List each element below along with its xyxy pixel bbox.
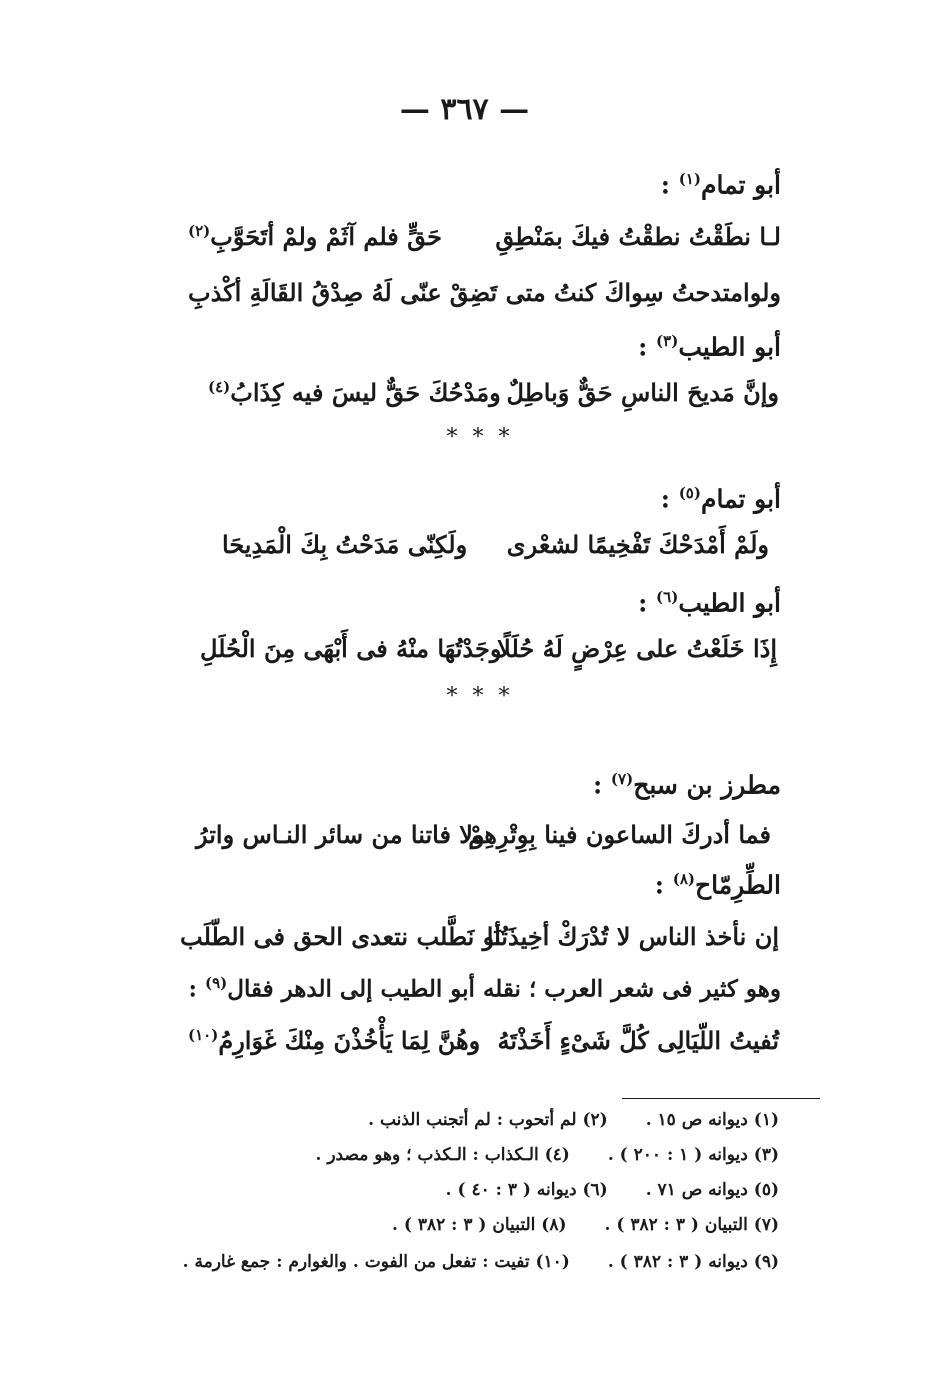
poet-name: أبو تمام [700,484,781,514]
verse-hemistich-right: وإنَّ مَديحَ الناسِ حَقٌّ وَباطِلٌ [506,378,779,407]
hemistich-text: حَقٍّ فلم آثَمْ ولمْ أتَحَوَّبِ [210,222,442,251]
verse-hemistich-left: وجَدْتُهَا منْهُ فى أَبْهَى مِنَ الْحُلَلِ [200,634,502,663]
poet-heading [661,484,781,513]
footnote-ref: (٩) [204,974,228,992]
footnote-a: (١) ديوانه ص ١٥ . [645,1110,779,1130]
colon: : [592,770,603,800]
footnote-ref: (٦) [656,588,679,606]
poet-name: أبو الطيب [678,588,781,618]
colon: : [660,484,670,514]
footnote-line [392,1215,779,1235]
footnote-ref: (١٠) [188,1026,219,1044]
poet-heading [638,332,781,361]
poet-heading [638,588,781,617]
footnote-line [183,1252,779,1272]
footnote-a: (٩) ديوانه ( ٣ : ٣٨٢ ) . [607,1252,779,1272]
colon: : [188,975,197,1003]
footnote-ref: (٤) [208,378,231,396]
poet-name: أبو الطيب [678,332,781,362]
poet-name: مطرز بن سبح [633,770,781,800]
footnote-b: (٢) لم أتحوب : لم أتجنب الذنب . [368,1110,608,1130]
colon: : [638,588,648,618]
verse-hemistich-left [188,1026,480,1055]
poet-heading [661,170,781,199]
footnote-b: (٦) ديوانه ( ٣ : ٤٠ ) . [445,1180,608,1200]
verse-hemistich-left [208,378,501,407]
footnote-ref: (٨) [672,870,695,888]
verse-hemistich-left: أو نَطَّلب نتعدى الحق فى الطّلَب [180,922,501,951]
colon: : [654,870,664,900]
verse-hemistich-right: ولوامتدحتُ سِواكَ كنتُ متى تَضِقْ [449,278,781,307]
footnote-line [446,1180,779,1200]
footnote-rule [622,1098,820,1099]
footnote-ref: (٣) [656,332,679,350]
verse-hemistich-left: ولَكِنّى مَدَحْتُ بِكَ الْمَدِيحَا [222,530,468,559]
footnote-ref: (٥) [678,484,701,502]
hemistich-text: ومَدْحُكَ حَقٌّ ليسَ فيه كِذَابُ [230,378,501,407]
prose-line [188,974,781,1003]
hemistich-text: وهُنَّ لِمَا يَأْخُذْنَ مِنْكَ غَوَارِمُ [218,1026,481,1055]
footnote-line [368,1110,779,1130]
verse-hemistich-right: ولَمْ أَمْدَحْكَ تَفْخِيمًا لشعْرى [506,530,769,559]
page-number: — ٣٦٧ — [399,92,530,127]
footnote-line [316,1145,780,1165]
footnote-ref: (١) [678,170,701,188]
footnote-b: (٤) الـكذاب : الـكذب ؛ وهو مصدر . [315,1145,570,1165]
verse-hemistich-left [188,222,442,251]
verse-hemistich-right: إِذَا خَلَعْتُ على عِرْضٍ لَهُ حُلَلًا [497,634,777,663]
footnote-a: (٧) التبيان ( ٣ : ٣٨٢ ) . [604,1215,779,1235]
verse-hemistich-left: ولا فاتنا من سائر النـاس واترُ [196,820,485,849]
prose-text: وهو كثير فى شعر العرب ؛ نقله أبو الطيب إلى الدهر فقال [227,975,781,1003]
verse-hemistich-right: فما أدركَ الساعون فينا بِوِتْرِهِمْ [468,820,771,849]
footnote-ref: (٢) [188,222,211,240]
verse-hemistich-right: إن نأخذ الناس لا تُدْرَكْ أخِيذَتُنَا [486,922,779,951]
poet-heading [593,770,781,799]
poet-name: أبو تمام [700,170,781,200]
footnote-b: (٨) التبيان ( ٣ : ٣٨٢ ) . [392,1215,567,1235]
verse-hemistich-left: عنّى لَهُ صِدْقُ القَالَةِ أكْذبِ [188,278,442,307]
colon: : [660,170,670,200]
section-separator: * * * [446,425,514,450]
footnote-a: (٥) ديوانه ص ٧١ . [645,1180,779,1200]
footnote-ref: (٧) [610,770,634,788]
poet-heading [655,870,781,899]
verse-hemistich-right: لـا نطَقْتُ نطقْتُ فيكَ بمَنْطِقِ [495,222,781,251]
colon: : [638,332,648,362]
footnote-b: (١٠) تفيت : تفعل من الفوت . والغوارم : جمع غارمة . [182,1252,570,1272]
section-separator: * * * [446,684,514,709]
footnote-a: (٣) ديوانه ( ١ : ٢٠٠ ) . [607,1145,779,1165]
poet-name: الطِّرِمّاح [694,870,781,900]
verse-hemistich-right: تُفيتُ اللّيَالِى كُلَّ شَىْءٍ أَخَذْتَهُ [497,1026,779,1055]
